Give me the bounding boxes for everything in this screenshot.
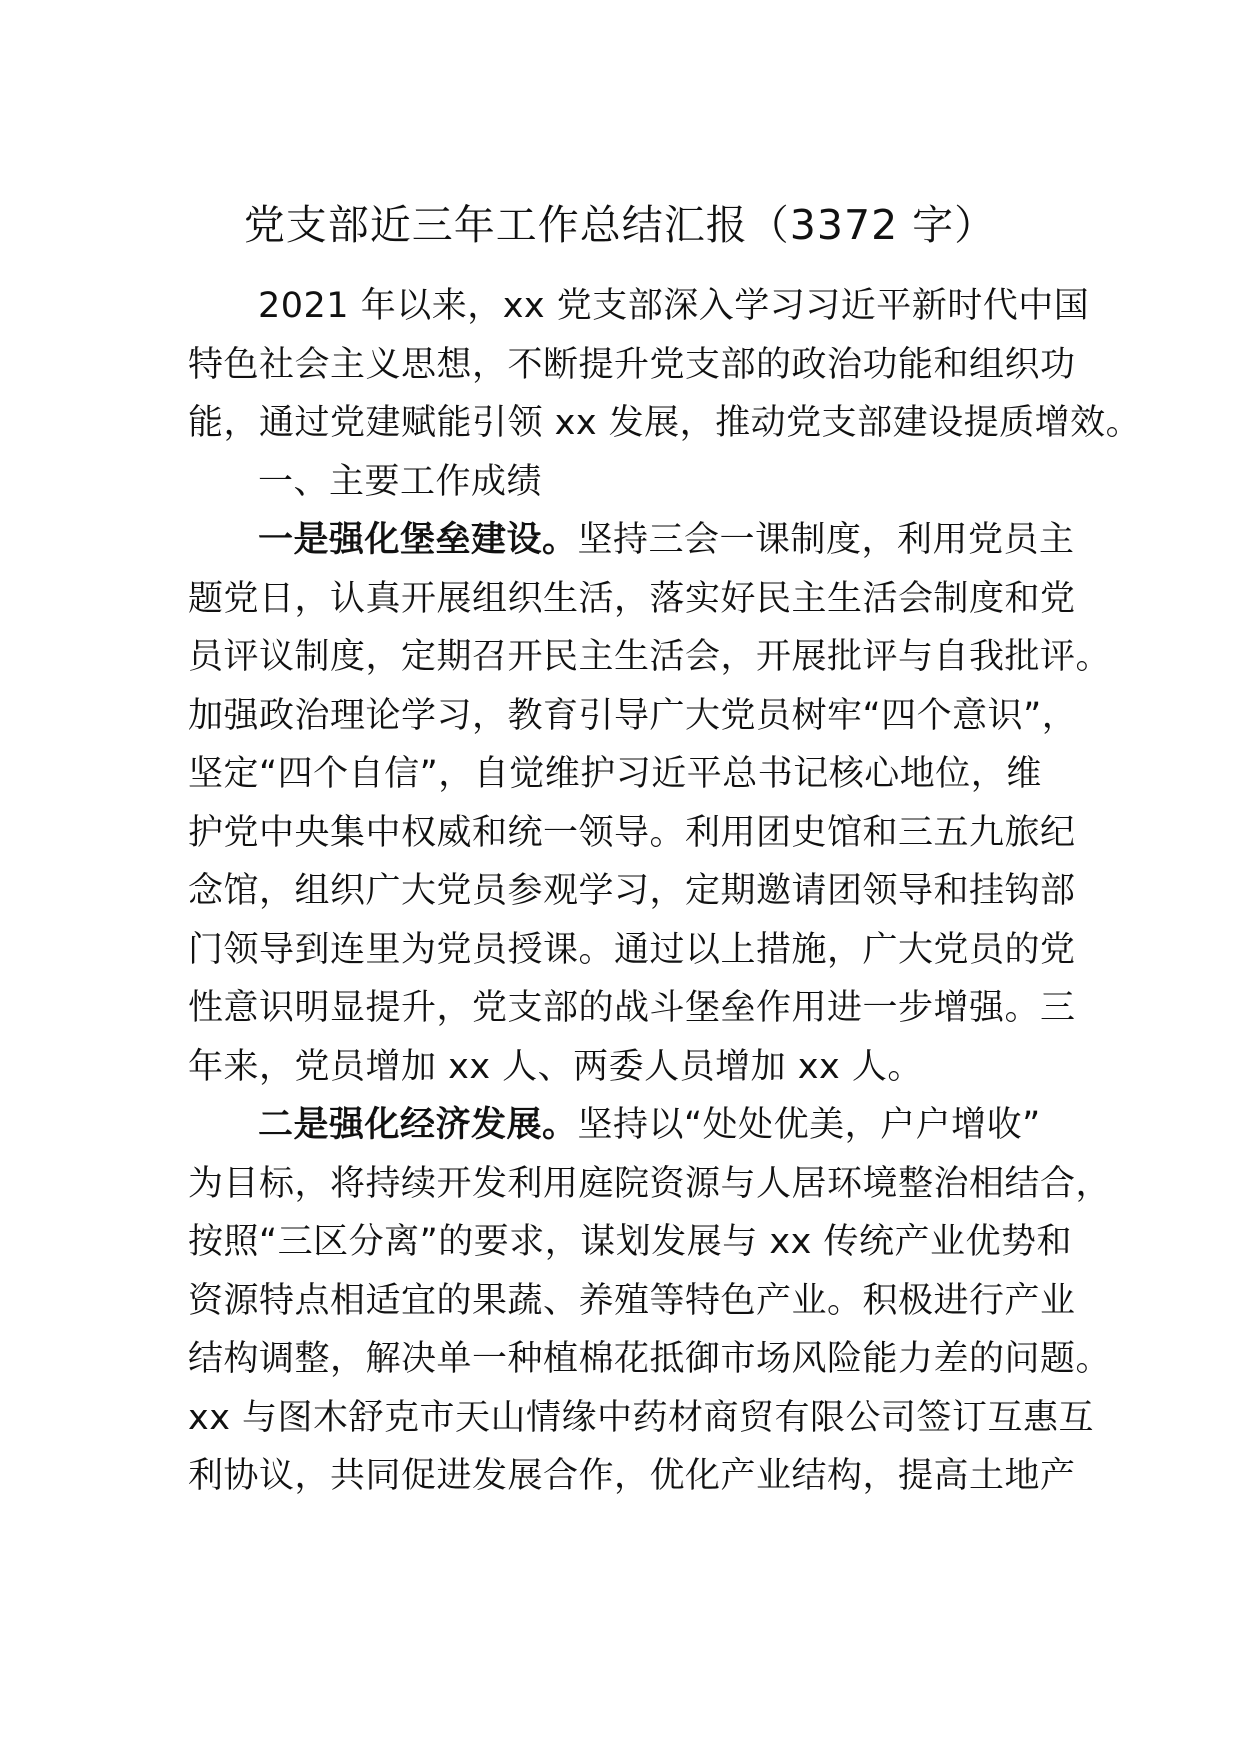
document-line [188,1330,1112,1389]
document-line [188,1155,1112,1214]
line-text: 年来，党员增加 xx 人、两委人员增加 xx 人。 [188,1046,923,1087]
line-text: 性意识明显提升，党支部的战斗堡垒作用进一步增强。三 [188,988,1076,1028]
document-line [188,1038,1058,1097]
line-text: 题党日，认真开展组织生活，落实好民主生活会制度和党 [188,578,1076,619]
line-text: 为目标，将持续开发利用庭院资源与人居环境整治相结合， [188,1163,1112,1204]
document-line [188,1213,1072,1272]
line-text: 利协议，共同促进发展合作，优化产业结构，提高土地产 [188,1456,1076,1496]
line-text: 坚持以“处处优美，户户增收” [577,1105,1041,1145]
line-text: 护党中央集中权威和统一领导。利用团史馆和三五九旅纪 [188,812,1076,853]
document-line [188,921,1076,980]
section-lead-text: 二是强化经济发展。 [258,1105,578,1145]
line-text: 2021 年以来，xx 党支部深入学习习近平新时代中国 [258,286,1090,326]
document-line [188,394,1142,453]
document-title: 党支部近三年工作总结汇报（3372 字） [243,201,997,249]
document-line [188,570,1076,629]
document-line [188,628,1112,687]
document-line [188,336,1076,395]
document-line [188,1389,1095,1448]
document-line [188,511,1075,570]
document-line [188,453,1058,512]
line-text: xx 与图木舒克市天山情缘中药材商贸有限公司签订互惠互 [188,1397,1095,1438]
document-line [188,979,1076,1038]
document-line [188,1272,1076,1331]
document-line [188,862,1076,921]
line-text: 坚持三会一课制度，利用党员主 [577,520,1075,560]
document-line [188,1096,1058,1155]
line-text: 能，通过党建赋能引领 xx 发展，推动党支部建设提质增效。 [188,403,1142,443]
document-line [188,687,1078,746]
line-text: 按照“三区分离”的要求，谋划发展与 xx 传统产业优势和 [188,1222,1072,1262]
line-text: 坚定“四个自信”，自觉维护习近平总书记核心地位，维 [188,754,1042,794]
line-text: 员评议制度，定期召开民主生活会，开展批评与自我批评。 [188,637,1112,677]
document-line [188,745,1058,804]
document-line [188,277,1090,336]
line-text: 门领导到连里为党员授课。通过以上措施，广大党员的党 [188,929,1076,970]
section-lead-text: 一是强化堡垒建设。 [258,520,578,560]
line-text: 念馆，组织广大党员参观学习，定期邀请团领导和挂钩部 [188,871,1076,911]
line-text: 一、主要工作成绩 [258,461,543,502]
document-line [188,804,1076,863]
line-text: 加强政治理论学习，教育引导广大党员树牢“四个意识”， [188,695,1078,736]
document-line [188,1447,1076,1506]
line-text: 资源特点相适宜的果蔬、养殖等特色产业。积极进行产业 [188,1280,1076,1321]
document-body [188,277,1142,1506]
line-text: 特色社会主义思想，不断提升党支部的政治功能和组织功 [188,344,1076,385]
line-text: 结构调整，解决单一种植棉花抵御市场风险能力差的问题。 [188,1339,1112,1379]
